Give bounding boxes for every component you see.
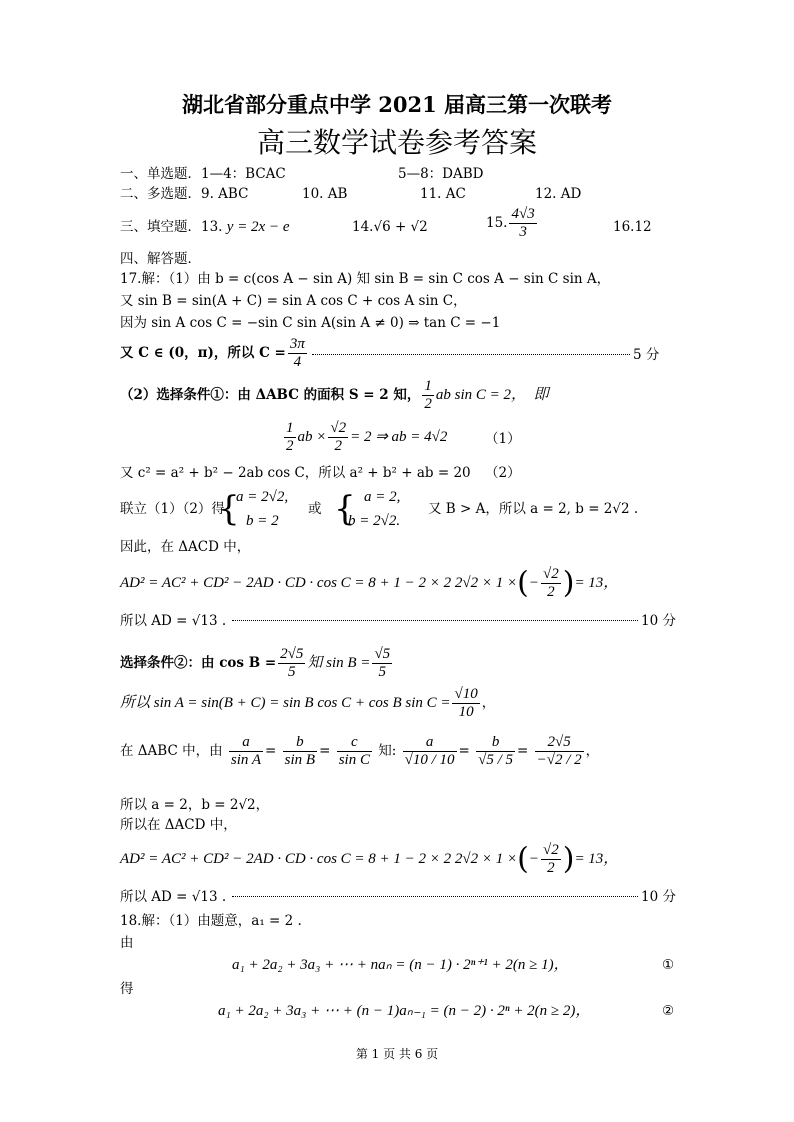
eq-ad-frac: $\frac{√2}{2}$ — [542, 566, 559, 600]
answer-11: 11. AC — [420, 186, 466, 202]
answer-15-prefix: 15. — [486, 215, 508, 231]
q18-eq1: a₁ + 2a₂ + 3a₃ + ⋯ + naₙ = (n − 1) · 2ⁿ⁺¹ + 2(n ≥ 1)， — [232, 957, 569, 973]
q17-score-10b: 10 分 — [641, 889, 676, 905]
eq2-tag: （2） — [485, 465, 521, 481]
paren-close: ) — [562, 841, 575, 877]
q18-eq2: a₁ + 2a₂ + 3a₃ + ⋯ + (n − 1)aₙ₋₁ = (n − 2) · 2ⁿ + 2(n ≥ 2)， — [218, 1003, 591, 1019]
page-footer: 第 1 页 共 6 页 — [355, 1047, 439, 1061]
q17-line4 — [120, 336, 309, 371]
answer-15 — [486, 206, 539, 241]
section-fill-blank — [120, 218, 290, 236]
ratio-c-val: $\frac{2√5}{-√2 / 2}$ — [536, 734, 582, 768]
fill-blank-label: 三、填空题．13. — [120, 219, 223, 235]
q18-eq2-tag: ② — [662, 1003, 675, 1019]
eq-ad-end: = 13， — [574, 851, 619, 867]
answer-title: 高三数学试卷参考答案 — [256, 126, 537, 159]
condition1-prefix: （2）选择条件①：由 ΔABC 的面积 S = 2 知， — [120, 387, 421, 403]
q17-line13: 所以 a = 2，b = 2√2， — [120, 797, 270, 813]
section-solutions: 四、解答题． — [120, 251, 201, 267]
q17-condition2 — [120, 646, 394, 681]
or-label: 或 — [308, 501, 322, 517]
condition2-frac1: $\frac{2√5}{5}$ — [280, 646, 304, 680]
q17-line2: 又 sin B = sin(A + C) = sin A cos C + cos A sin C， — [120, 293, 467, 309]
condition1-frac: $\frac{1}{2}$ — [424, 378, 432, 412]
eq-ad-frac: $\frac{√2}{2}$ — [542, 842, 559, 876]
answer-12: 12. AD — [535, 186, 582, 202]
q17-line4-prefix: 又 C ∈ (0，π)，所以 C = — [120, 345, 286, 361]
paren-open: ( — [517, 565, 529, 601]
answer-10: 10. AB — [302, 186, 348, 202]
eq-ad-end: = 13， — [574, 575, 619, 591]
condition2-mid: 知 sin B = — [307, 655, 371, 671]
answer-16: 16.12 — [613, 219, 652, 235]
q18-line3: 得 — [120, 981, 134, 997]
q17-line8: 因此，在 ΔACD 中， — [120, 539, 251, 555]
ratio-b-val: $\frac{b}{√5 / 5}$ — [478, 734, 514, 768]
answer-14: 14.√6 + √2 — [352, 219, 428, 235]
q17-score-10a: 10 分 — [641, 613, 676, 629]
system2-brace: { — [334, 489, 356, 529]
q17-line9: 所以 AD = √13 . — [120, 613, 227, 629]
section-single-choice-part2: 5—8：DABD — [398, 166, 484, 182]
eq-ad-main: AD² = AC² + CD² − 2AD · CD · cos C = 8 + 1 − 2 × 2 2√2 × 1 × — [120, 851, 518, 867]
eq1-end: = 2 ⇒ ab = 4√2 — [350, 429, 448, 445]
line11-end: ， — [481, 695, 496, 711]
section-single-choice: 一、单选题．1—4：BCAC — [120, 166, 286, 182]
q17-line6: 又 c² = a² + b² − 2ab cos C，所以 a² + b² + ab = 20 — [120, 465, 471, 481]
q17-line7-prefix: 联立（1）（2）得 — [120, 501, 225, 517]
q18-line2: 由 — [120, 935, 134, 951]
q17-eq-ad-1 — [120, 566, 618, 601]
minus-sign: − — [528, 851, 539, 867]
system1-a: a = 2√2, — [236, 489, 289, 505]
line12-mid: 知: — [378, 743, 397, 759]
eq1-mid: ab × — [297, 429, 327, 445]
q17-condition1 — [120, 378, 549, 413]
q17-line7-suffix: 又 B > A，所以 a = 2, b = 2√2 . — [428, 501, 639, 517]
system2-a: a = 2, — [364, 489, 401, 505]
line12-end: ， — [585, 743, 600, 759]
condition2-frac2: $\frac{√5}{5}$ — [374, 646, 391, 680]
section-multi-choice: 二、多选题．9. ABC — [120, 186, 249, 202]
q17-eq1 — [282, 420, 447, 455]
eq1-frac-half: $\frac{1}{2}$ — [286, 420, 294, 454]
eq-ad-main: AD² = AC² + CD² − 2AD · CD · cos C = 8 + 1 − 2 × 2 2√2 × 1 × — [120, 575, 518, 591]
q17-score-5: 5 分 — [633, 347, 660, 363]
exam-title: 湖北省部分重点中学 2021 届高三第一次联考 — [181, 92, 613, 117]
condition1-suffix: ab sin C = 2， 即 — [435, 387, 549, 403]
condition2-prefix: 选择条件②：由 cos B = — [120, 655, 277, 671]
eq1-tag: （1） — [485, 431, 521, 447]
q17-eq-ad-2 — [120, 842, 618, 877]
q17-line12: 在 ΔABC 中，由 $\frac{a}{\text{sin A}}$ = $\frac{b}{\text{sin B}}$ = $\frac{c}{\text{sin C}}$ 知: $\frac{a}{√10 / 10}$ = $\frac{b}{√5 / 5}$ = $\frac{2√5}{-√2 / 2}$ ， — [120, 734, 600, 768]
q17-line3: 因为 sin A cos C = −sin C sin A(sin A ≠ 0) ⇒ tan C = −1 — [120, 315, 501, 331]
ratio-c: $\frac{c}{\text{sin C}}$ — [338, 734, 370, 768]
system2-b: b = 2√2. — [348, 513, 401, 529]
q17-line11 — [120, 686, 495, 721]
eq1-frac-root2: $\frac{√2}{2}$ — [330, 420, 347, 454]
q17-line1: 17.解：（1）由 b = c(cos A − sin A) 知 sin B = sin C cos A − sin C sin A， — [120, 271, 611, 287]
line11-frac: $\frac{√10}{10}$ — [454, 686, 478, 720]
score-leader-dots — [232, 620, 638, 621]
system1-brace: { — [218, 489, 240, 529]
q17-line16: 所以 AD = √13 . — [120, 889, 227, 905]
q18-eq1-tag: ① — [662, 957, 675, 973]
answer-13: y = 2x − e — [226, 219, 290, 235]
paren-close: ) — [562, 565, 575, 601]
ratio-a: $\frac{a}{\text{sin A}}$ — [230, 734, 262, 768]
q17-line4-frac: $\frac{3\pi}{4}$ — [289, 336, 305, 370]
system1-b: b = 2 — [246, 513, 279, 529]
line11-prefix: 所以 sin A = sin(B + C) = sin B cos C + cos B sin C = — [120, 695, 451, 711]
q18-line1: 18.解：（1）由题意，a₁ = 2 . — [120, 913, 302, 929]
ratio-b: $\frac{b}{\text{sin B}}$ — [284, 734, 316, 768]
line12-prefix: 在 ΔABC 中，由 — [120, 743, 223, 759]
score-leader-dots — [232, 896, 638, 897]
score-leader-dots — [312, 354, 630, 355]
minus-sign: − — [528, 575, 539, 591]
answer-15-frac: $\frac{4√3}{3}$ — [511, 206, 535, 240]
paren-open: ( — [517, 841, 529, 877]
ratio-a-val: $\frac{a}{√10 / 10}$ — [404, 734, 455, 768]
q17-line14: 所以在 ΔACD 中， — [120, 817, 237, 833]
